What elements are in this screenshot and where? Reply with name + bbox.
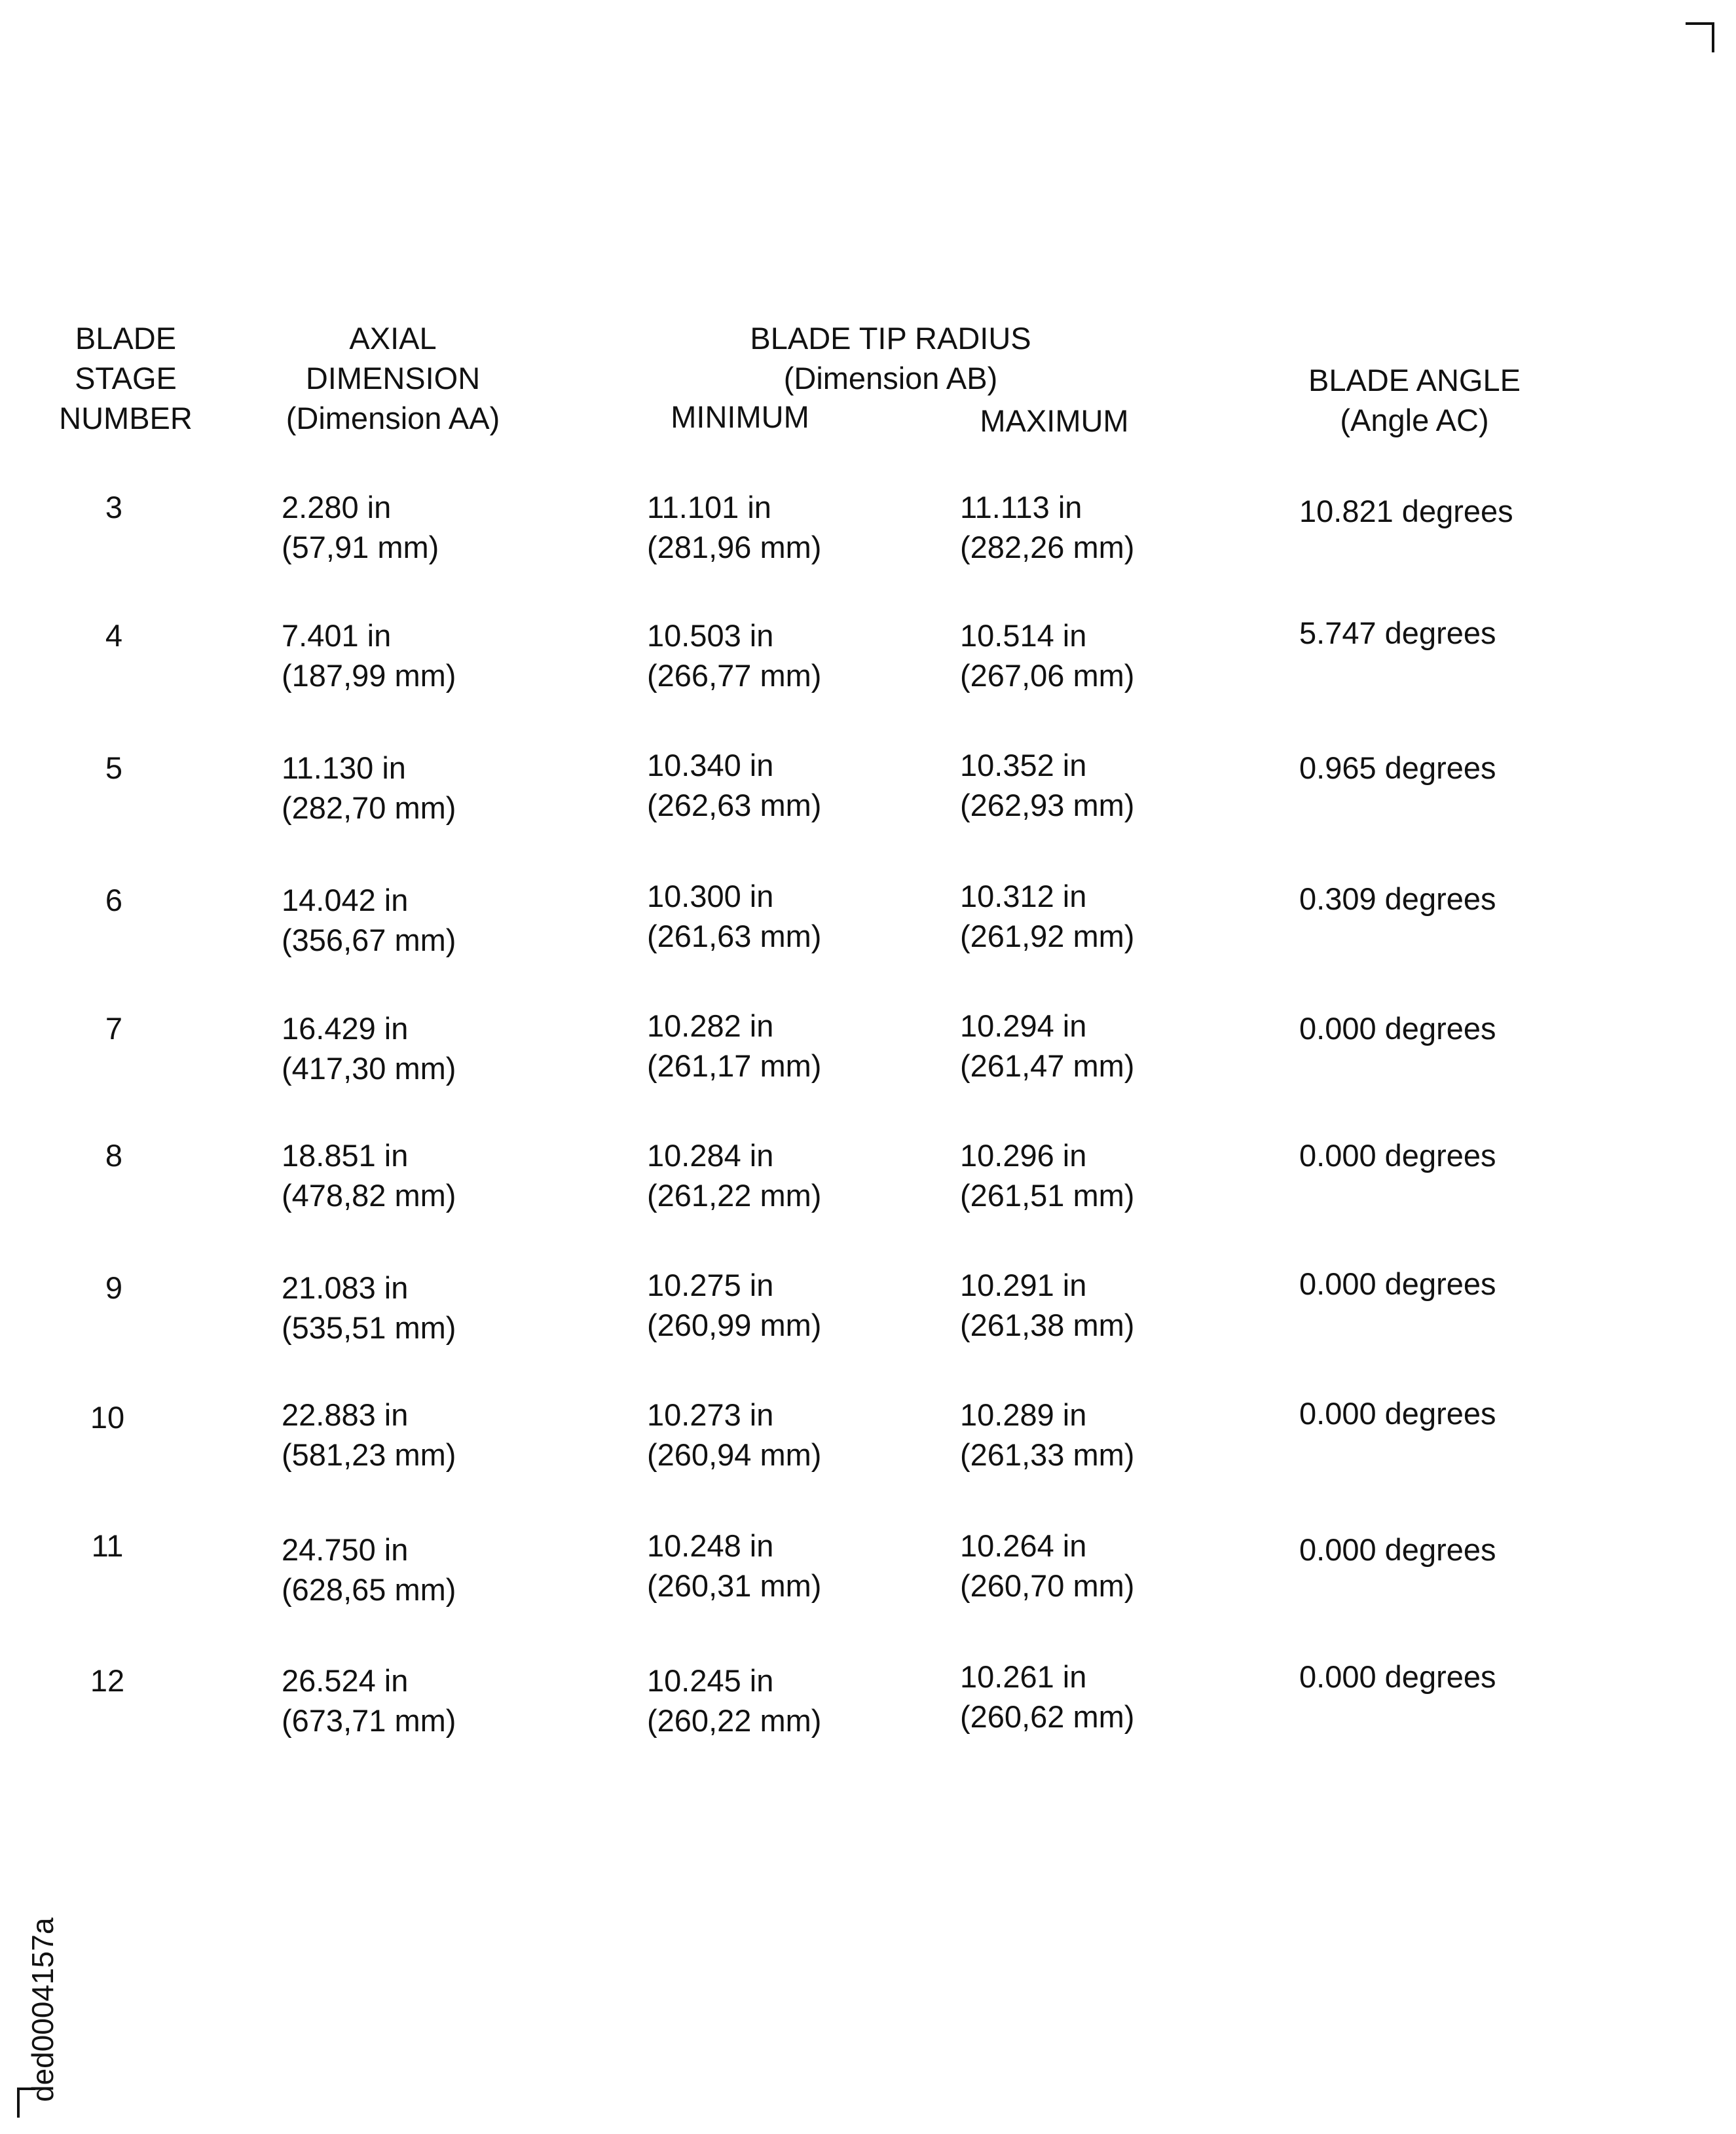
header-tip-radius-line-1: BLADE TIP RADIUS — [750, 321, 1031, 356]
header-angle-line-1: BLADE ANGLE — [1308, 363, 1521, 397]
tip-max-in: 11.113 in — [960, 490, 1082, 524]
tip-min-mm: (261,22 mm) — [647, 1178, 822, 1213]
axial-in: 14.042 in — [282, 883, 409, 917]
axial-in: 18.851 in — [282, 1138, 409, 1173]
tip-max-mm: (262,93 mm) — [960, 788, 1135, 822]
tip-min-in: 10.503 in — [647, 618, 774, 653]
tip-min-mm: (260,22 mm) — [647, 1703, 822, 1738]
tip-min-mm: (260,99 mm) — [647, 1308, 822, 1342]
header-axial-dimension — [262, 318, 524, 438]
header-minimum: MINIMUM — [671, 399, 809, 434]
tip-min-in: 10.273 in — [647, 1397, 774, 1432]
axial-mm: (187,99 mm) — [282, 658, 456, 693]
blade-angle: 0.309 degrees — [1299, 881, 1496, 916]
axial-in: 11.130 in — [282, 750, 406, 785]
axial-mm: (673,71 mm) — [282, 1703, 456, 1738]
axial-in: 22.883 in — [282, 1397, 409, 1432]
tip-max-mm: (267,06 mm) — [960, 658, 1135, 693]
figure-reference-id: ded0004157a — [26, 1917, 60, 2102]
axial-in: 24.750 in — [282, 1532, 409, 1567]
header-axial-line-3: (Dimension AA) — [286, 401, 500, 435]
tip-max-in: 10.296 in — [960, 1138, 1087, 1173]
header-angle-line-2: (Angle AC) — [1340, 403, 1489, 437]
tip-max-mm: (261,47 mm) — [960, 1048, 1135, 1083]
stage-number: 6 — [105, 883, 123, 917]
header-tip-radius-line-2: (Dimension AB) — [783, 361, 998, 396]
axial-mm: (57,91 mm) — [282, 530, 439, 564]
tip-max-in: 10.291 in — [960, 1268, 1087, 1302]
header-stage-line-2: STAGE — [75, 361, 177, 396]
header-axial-line-1: AXIAL — [349, 321, 437, 356]
tip-min-in: 11.101 in — [647, 490, 771, 524]
blade-angle: 10.821 degrees — [1299, 494, 1513, 528]
tip-max-mm: (260,70 mm) — [960, 1568, 1135, 1603]
tip-max-in: 10.352 in — [960, 748, 1087, 782]
axial-mm: (417,30 mm) — [282, 1051, 456, 1086]
tip-max-mm: (282,26 mm) — [960, 530, 1135, 564]
tip-min-mm: (262,63 mm) — [647, 788, 822, 822]
axial-mm: (535,51 mm) — [282, 1310, 456, 1345]
axial-mm: (356,67 mm) — [282, 923, 456, 957]
tip-max-mm: (261,33 mm) — [960, 1437, 1135, 1472]
tip-max-in: 10.261 in — [960, 1659, 1087, 1694]
tip-min-mm: (260,94 mm) — [647, 1437, 822, 1472]
tip-min-in: 10.284 in — [647, 1138, 774, 1173]
tip-max-mm: (260,62 mm) — [960, 1699, 1135, 1734]
tip-min-mm: (260,31 mm) — [647, 1568, 822, 1603]
tip-max-mm: (261,92 mm) — [960, 919, 1135, 953]
header-blade-angle — [1244, 360, 1585, 440]
tip-min-in: 10.248 in — [647, 1528, 774, 1563]
tip-min-in: 10.275 in — [647, 1268, 774, 1302]
stage-number: 8 — [105, 1138, 123, 1173]
figure-reference — [1, 1912, 60, 2122]
tip-max-mm: (261,38 mm) — [960, 1308, 1135, 1342]
header-stage-line-1: BLADE — [75, 321, 177, 356]
axial-mm: (478,82 mm) — [282, 1178, 456, 1213]
stage-number: 12 — [90, 1663, 125, 1698]
stage-number: 4 — [105, 618, 123, 653]
tip-min-in: 10.300 in — [647, 879, 774, 913]
tip-max-mm: (261,51 mm) — [960, 1178, 1135, 1213]
stage-number: 9 — [105, 1270, 123, 1305]
blade-angle: 0.000 degrees — [1299, 1396, 1496, 1431]
stage-number: 7 — [105, 1011, 123, 1046]
blade-angle: 5.747 degrees — [1299, 616, 1496, 650]
tip-max-in: 10.312 in — [960, 879, 1087, 913]
axial-in: 16.429 in — [282, 1011, 409, 1046]
stage-number: 10 — [90, 1400, 125, 1435]
header-stage-number — [47, 318, 204, 438]
blade-angle: 0.000 degrees — [1299, 1011, 1496, 1046]
tip-min-in: 10.282 in — [647, 1008, 774, 1043]
tip-min-mm: (266,77 mm) — [647, 658, 822, 693]
stage-number: 5 — [105, 750, 123, 785]
tip-max-in: 10.294 in — [960, 1008, 1087, 1043]
blade-angle: 0.000 degrees — [1299, 1532, 1496, 1567]
axial-mm: (282,70 mm) — [282, 790, 456, 825]
blade-angle: 0.000 degrees — [1299, 1266, 1496, 1301]
header-maximum: MAXIMUM — [980, 403, 1129, 438]
tip-min-mm: (281,96 mm) — [647, 530, 822, 564]
axial-mm: (581,23 mm) — [282, 1437, 456, 1472]
header-stage-line-3: NUMBER — [59, 401, 193, 435]
axial-in: 7.401 in — [282, 618, 392, 653]
blade-angle: 0.000 degrees — [1299, 1138, 1496, 1173]
tip-min-mm: (261,63 mm) — [647, 919, 822, 953]
axial-in: 26.524 in — [282, 1663, 409, 1698]
blade-angle: 0.000 degrees — [1299, 1659, 1496, 1694]
stage-number: 3 — [105, 490, 123, 524]
axial-in: 21.083 in — [282, 1270, 409, 1305]
tip-min-mm: (261,17 mm) — [647, 1048, 822, 1083]
tip-max-in: 10.514 in — [960, 618, 1087, 653]
axial-in: 2.280 in — [282, 490, 392, 524]
stage-number: 11 — [91, 1528, 124, 1563]
header-axial-line-2: DIMENSION — [305, 361, 481, 396]
blade-angle: 0.965 degrees — [1299, 750, 1496, 785]
tip-min-in: 10.245 in — [647, 1663, 774, 1698]
header-blade-tip-radius — [694, 318, 1087, 398]
tip-max-in: 10.264 in — [960, 1528, 1087, 1563]
tip-min-in: 10.340 in — [647, 748, 774, 782]
axial-mm: (628,65 mm) — [282, 1572, 456, 1607]
tip-max-in: 10.289 in — [960, 1397, 1087, 1432]
crop-corner-mark — [1686, 22, 1714, 52]
